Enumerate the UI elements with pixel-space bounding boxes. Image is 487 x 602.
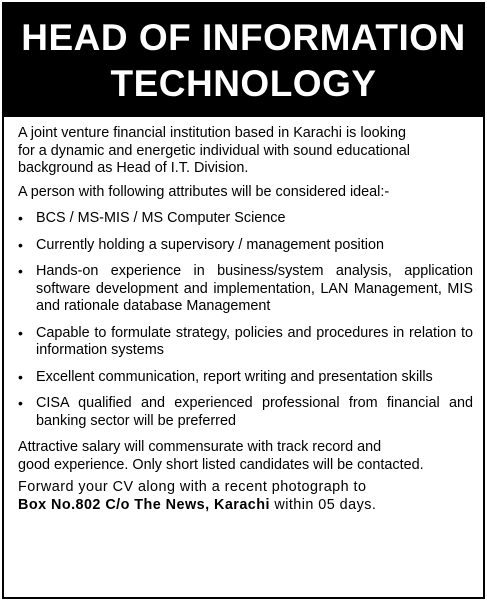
closing-section (18, 439, 473, 514)
intro-line-3: background as Head of I.T. Division. (18, 160, 249, 176)
forward-paragraph (18, 479, 473, 514)
job-advertisement (2, 2, 485, 599)
list-item-text: CISA qualified and experienced professional from financial and banking sector will be preferred (36, 395, 473, 429)
list-item (18, 210, 473, 228)
attributes-list (18, 210, 473, 430)
salary-paragraph (18, 439, 473, 474)
ad-title-line-2: TECHNOLOGY (110, 62, 377, 104)
bullet-icon: • (18, 210, 23, 226)
ad-body (4, 117, 483, 514)
bullet-icon: • (18, 236, 23, 253)
bullet-icon: • (18, 395, 23, 411)
forward-line-1: Forward your CV along with a recent photograph to (18, 479, 367, 495)
salary-line-2: good experience. Only short listed candidates will be contacted. (18, 456, 424, 473)
list-item (18, 237, 473, 255)
bullet-icon: • (18, 324, 23, 341)
list-item (18, 369, 473, 387)
list-item (18, 263, 473, 316)
list-item (18, 325, 473, 360)
list-item-text: BCS / MS-MIS / MS Computer Science (36, 210, 286, 226)
list-item-text: Capable to formulate strategy, policies and procedures in relation to information systems (36, 324, 473, 358)
salary-line-1: Attractive salary will commensurate with track record and (18, 439, 382, 455)
list-item (18, 395, 473, 430)
list-item-text: Excellent communication, report writing and presentation skills (36, 368, 433, 385)
ad-header (4, 4, 483, 117)
bullet-icon: • (18, 368, 23, 385)
attributes-lead: A person with following attributes will be considered ideal:- (18, 183, 390, 200)
intro-line-2: for a dynamic and energetic individual with sound educational (18, 142, 410, 159)
list-item-text: Hands-on experience in business/system analysis, application software development and implementation, LAN Management, MIS and rationale database Management (36, 263, 473, 314)
bullet-icon: • (18, 263, 23, 279)
ad-title-line-1: HEAD OF INFORMATION (21, 16, 466, 58)
list-item-text: Currently holding a supervisory / management position (36, 236, 384, 253)
intro-paragraph (18, 125, 473, 178)
forward-deadline: within 05 days. (269, 496, 377, 513)
intro-line-1: A joint venture financial institution based in Karachi is looking (18, 125, 406, 141)
box-number-address: Box No.802 C/o The News, Karachi (18, 496, 270, 513)
